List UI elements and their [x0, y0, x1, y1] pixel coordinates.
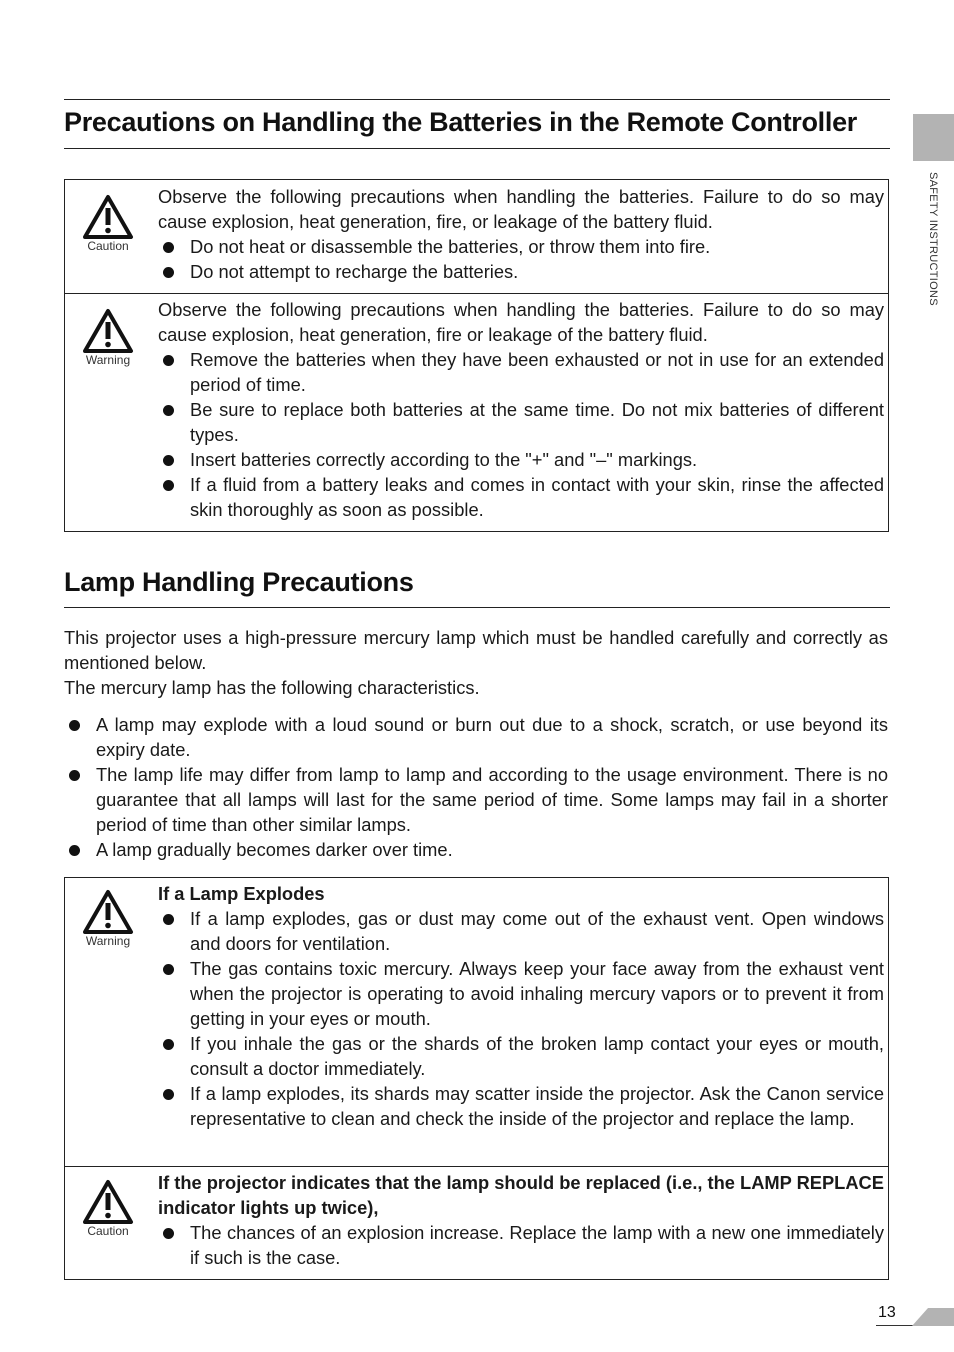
lamp-intro-paragraph: This projector uses a high-pressure mercury lamp which must be handled carefully and correctly as mentioned below. [64, 627, 888, 673]
list-item: Be sure to replace both batteries at the same time. Do not mix batteries of different types. [158, 397, 884, 447]
warning-icon [79, 889, 137, 948]
battery-section-title: Precautions on Handling the Batteries in the Remote Controller [64, 107, 858, 137]
sidebar-section-label: SAFETY INSTRUCTIONS [927, 172, 939, 306]
lamp-intro-paragraph: The mercury lamp has the following characteristics. [64, 677, 480, 698]
title-rule-bottom [64, 148, 890, 149]
page-number: 13 [878, 1304, 896, 1321]
list-item: The lamp life may differ from lamp to lamp and according to the usage environment. There is no guarantee that all lamps will last for the same period of time. Some lamps may fail in a shorter period of time than other similar lamps. [64, 762, 888, 837]
list-item: A lamp gradually becomes darker over time. [64, 837, 888, 862]
list-item: Remove the batteries when they have been exhausted or not in use for an extended period of time. [158, 347, 884, 397]
list-item: If a lamp explodes, its shards may scatter inside the projector. Ask the Canon service representative to clean and check the inside of the projector and replace the lamp. [158, 1081, 884, 1131]
list-item: If a fluid from a battery leaks and comes in contact with your skin, rinse the affected skin thoroughly as soon as possible. [158, 472, 884, 522]
list-item: The gas contains toxic mercury. Always keep your face away from the exhaust vent when the projector is operating to avoid inhaling mercury vapors or to prevent it from getting in your eyes or mouth. [158, 956, 884, 1031]
battery-warning-cell [65, 293, 888, 532]
page-corner-tab [912, 1308, 954, 1326]
warning-icon-label: Warning [85, 934, 131, 948]
warning-intro: Observe the following precautions when handling the batteries. Failure to do so may cause explosion, heat generation, fire or leakage of the battery fluid. [158, 299, 884, 345]
caution-icon [79, 1179, 137, 1238]
lamp-title-rule [64, 607, 890, 608]
lamp-intro [64, 625, 888, 700]
lamp-precautions-box [64, 877, 889, 1280]
lamp-warning-cell [65, 878, 888, 1166]
list-item: If you inhale the gas or the shards of the broken lamp contact your eyes or mouth, consult a doctor immediately. [158, 1031, 884, 1081]
lamp-replace-heading: If the projector indicates that the lamp should be replaced (i.e., the LAMP REPLACE indicator lights up twice), [158, 1172, 884, 1218]
warning-icon-label: Warning [85, 353, 131, 367]
warning-icon [79, 308, 137, 367]
lamp-section-title: Lamp Handling Precautions [64, 567, 414, 597]
lamp-explodes-heading: If a Lamp Explodes [158, 883, 325, 904]
battery-precautions-box [64, 179, 889, 532]
list-item: Do not attempt to recharge the batteries. [158, 259, 884, 284]
list-item: If a lamp explodes, gas or dust may come out of the exhaust vent. Open windows and doors for ventilation. [158, 906, 884, 956]
section-tab [913, 114, 954, 161]
lamp-caution-cell [65, 1166, 888, 1280]
list-item: Do not heat or disassemble the batteries, or throw them into fire. [158, 234, 884, 259]
caution-intro: Observe the following precautions when handling the batteries. Failure to do so may cause explosion, heat generation, fire, or leakage of the battery fluid. [158, 186, 884, 232]
page-number-rule [876, 1325, 916, 1326]
caution-icon-label: Caution [87, 239, 129, 253]
caution-icon [79, 194, 137, 253]
lamp-characteristics [64, 712, 888, 862]
list-item: The chances of an explosion increase. Replace the lamp with a new one immediately if such is the case. [158, 1220, 884, 1270]
list-item: Insert batteries correctly according to the "+" and "–" markings. [158, 447, 884, 472]
title-rule-top [64, 99, 890, 100]
caution-icon-label: Caution [87, 1224, 129, 1238]
list-item: A lamp may explode with a loud sound or burn out due to a shock, scratch, or use beyond its expiry date. [64, 712, 888, 762]
battery-caution-cell [65, 180, 888, 293]
